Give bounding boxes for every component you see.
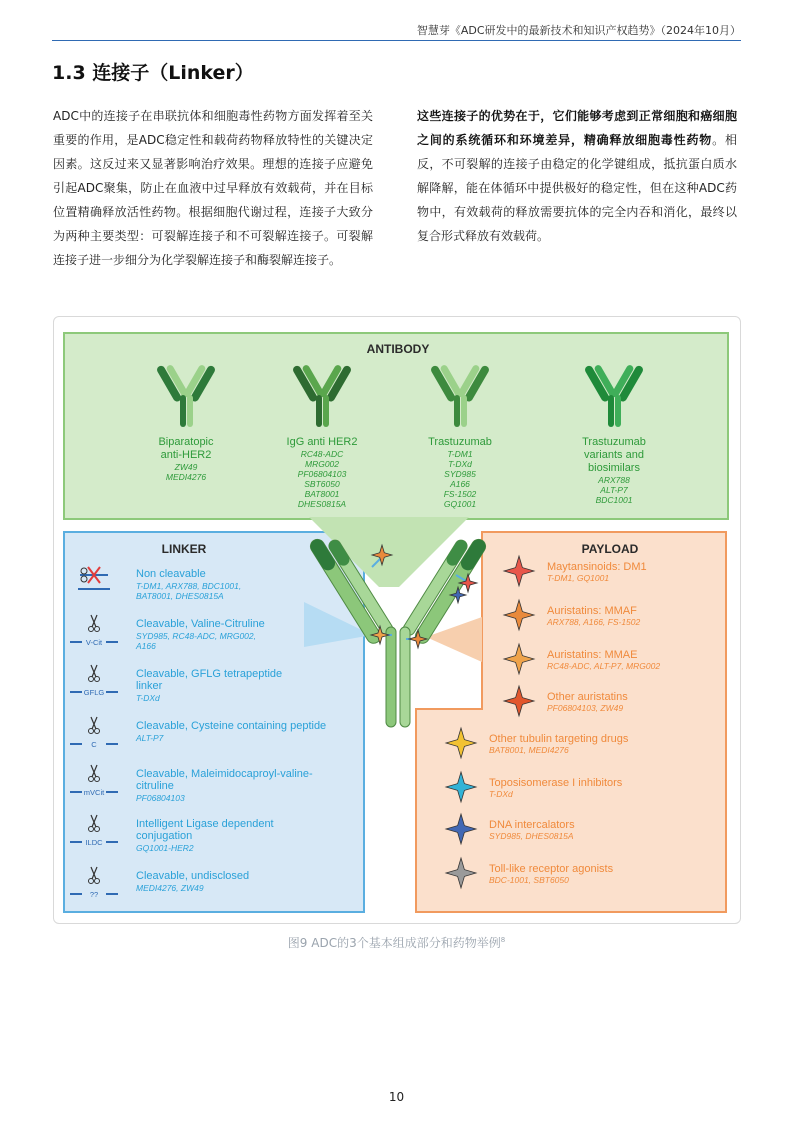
linker-drugs: T-DM1, ARX788, BDC1001, bbox=[136, 581, 242, 591]
antibody-name: anti-HER2 bbox=[160, 449, 212, 461]
linker-name: linker bbox=[136, 680, 163, 692]
left-paragraph: ADC中的连接子在串联抗体和细胞毒性药物方面发挥着至关重要的作用，是ADC稳定性和载荷药物释放特性的关键决定因素。这反过来又显著影响治疗效果。理想的连接子应避免引起ADC聚集，防止在血液中过早释放有效载荷，并在目标位置精确释放活性药物。根据细胞代谢过程，连接子大致分为两种主要类型：可裂解连接子和不可裂解连接子。可裂解连接子进一步细分为化学裂解连接子和酶裂解连接子。 bbox=[53, 109, 373, 267]
payload-drugs: BAT8001, MEDI4276 bbox=[489, 745, 569, 755]
running-header: 智慧芽《ADC研发中的最新技术和知识产权趋势》（2024年10月） bbox=[416, 24, 741, 37]
linker-name: Cleavable, Maleimidocaproyl-valine- bbox=[136, 768, 313, 780]
page-number: 10 bbox=[388, 1090, 405, 1104]
linker-name: Non cleavable bbox=[136, 568, 206, 580]
antibody-drug: ZW49 bbox=[174, 462, 198, 472]
payload-drugs: RC48-ADC, ALT-P7, MRG002 bbox=[547, 661, 661, 671]
linker-tag: mVCit bbox=[83, 788, 105, 797]
payload-name: Auristatins: MMAE bbox=[547, 649, 638, 661]
antibody-drug: MEDI4276 bbox=[165, 472, 207, 482]
section-title: 1.3 连接子（Linker） bbox=[52, 62, 254, 84]
right-paragraph-rest: 。相反，不可裂解的连接子由稳定的化学键组成，抵抗蛋白质水解降解，能在体循环中提供极好的稳定性，但在这种ADC药物中，有效载荷的释放需要抗体的完全内吞和消化，最终以复合形式释放有效载荷。 bbox=[417, 133, 737, 243]
linker-drugs: T-DXd bbox=[136, 693, 160, 703]
payload-panel bbox=[416, 532, 726, 912]
antibody-name: Biparatopic bbox=[158, 436, 214, 448]
antibody-drug: BDC1001 bbox=[595, 495, 633, 505]
linker-drugs: BAT8001, DHES0815A bbox=[136, 591, 224, 601]
figure-caption-text: 图9 ADC的3个基本组成部分和药物举例 bbox=[287, 936, 501, 950]
figure-caption-ref: 8 bbox=[500, 936, 506, 944]
antibody-drug: T-DM1 bbox=[447, 449, 473, 459]
linker-name: Cleavable, undisclosed bbox=[136, 870, 250, 882]
linker-drugs: GQ1001-HER2 bbox=[136, 843, 194, 853]
linker-tag: ILDC bbox=[85, 838, 103, 847]
payload-drugs: ARX788, A166, FS-1502 bbox=[547, 617, 641, 627]
adc-diagram bbox=[54, 317, 742, 925]
header-rule bbox=[52, 40, 741, 41]
payload-name: Other auristatins bbox=[547, 691, 628, 703]
antibody-drug: RC48-ADC bbox=[300, 449, 344, 459]
linker-name: conjugation bbox=[136, 830, 193, 842]
payload-name: Other tubulin targeting drugs bbox=[489, 733, 629, 745]
right-paragraph bbox=[417, 104, 737, 248]
linker-tag: GFLG bbox=[83, 688, 105, 697]
antibody-drug: SBT6050 bbox=[304, 479, 340, 489]
payload-drugs: T-DXd bbox=[489, 789, 513, 799]
antibody-name: IgG anti HER2 bbox=[286, 436, 358, 448]
linker-tag: C bbox=[91, 740, 97, 749]
antibody-drug: FS-1502 bbox=[443, 489, 477, 499]
linker-tag: V-Cit bbox=[85, 638, 103, 647]
antibody-name: Trastuzumab bbox=[428, 436, 492, 448]
antibody-drug: MRG002 bbox=[304, 459, 340, 469]
payload-name: Toll-like receptor agonists bbox=[489, 863, 614, 875]
antibody-drug: DHES0815A bbox=[297, 499, 347, 509]
antibody-drug: PF06804103 bbox=[297, 469, 347, 479]
linker-name: Cleavable, GFLG tetrapeptide bbox=[136, 668, 283, 680]
linker-name: citruline bbox=[136, 780, 174, 792]
figure-caption bbox=[0, 934, 793, 951]
antibody-name: Trastuzumab bbox=[582, 436, 646, 448]
payload-name: Auristatins: MMAF bbox=[547, 605, 637, 617]
linker-drugs: MEDI4276, ZW49 bbox=[136, 883, 204, 893]
antibody-drug: ARX788 bbox=[598, 475, 630, 485]
payload-drugs: SYD985, DHES0815A bbox=[489, 831, 574, 841]
payload-name: Toposisomerase I inhibitors bbox=[489, 777, 623, 789]
antibody-drug: T-DXd bbox=[448, 459, 472, 469]
right-paragraph-bold: 这些连接子的优势在于，它们能够考虑到正常细胞和癌细胞之间的系统循环和环境差异，精确释放细胞毒性药物 bbox=[417, 109, 737, 147]
linker-heading: LINKER bbox=[161, 542, 207, 556]
payload-drugs: T-DM1, GQ1001 bbox=[547, 573, 610, 583]
payload-drugs: BDC-1001, SBT6050 bbox=[489, 875, 569, 885]
payload-name: Maytansinoids: DM1 bbox=[547, 561, 647, 573]
antibody-drug: ALT-P7 bbox=[600, 485, 628, 495]
antibody-drug: GQ1001 bbox=[443, 499, 477, 509]
linker-drugs: SYD985, RC48-ADC, MRG002, bbox=[136, 631, 256, 641]
antibody-name: variants and bbox=[584, 449, 644, 461]
antibody-name: biosimilars bbox=[588, 462, 640, 474]
payload-drugs: PF06804103, ZW49 bbox=[547, 703, 624, 713]
antibody-drug: SYD985 bbox=[444, 469, 476, 479]
antibody-panel bbox=[64, 333, 728, 519]
linker-drugs: A166 bbox=[136, 641, 156, 651]
linker-name: Cleavable, Valine-Citruline bbox=[136, 618, 265, 630]
linker-drugs: PF06804103 bbox=[136, 793, 185, 803]
linker-name: Intelligent Ligase dependent bbox=[136, 818, 274, 830]
payload-heading: PAYLOAD bbox=[581, 542, 639, 556]
linker-tag: ?? bbox=[89, 890, 99, 899]
linker-drugs: ALT-P7 bbox=[136, 733, 164, 743]
antibody-heading: ANTIBODY bbox=[366, 342, 430, 356]
payload-name: DNA intercalators bbox=[489, 819, 575, 831]
linker-name: Cleavable, Cysteine containing peptide bbox=[136, 720, 327, 732]
antibody-drug: BAT8001 bbox=[304, 489, 340, 499]
adc-figure bbox=[53, 316, 741, 924]
antibody-drug: A166 bbox=[450, 479, 470, 489]
